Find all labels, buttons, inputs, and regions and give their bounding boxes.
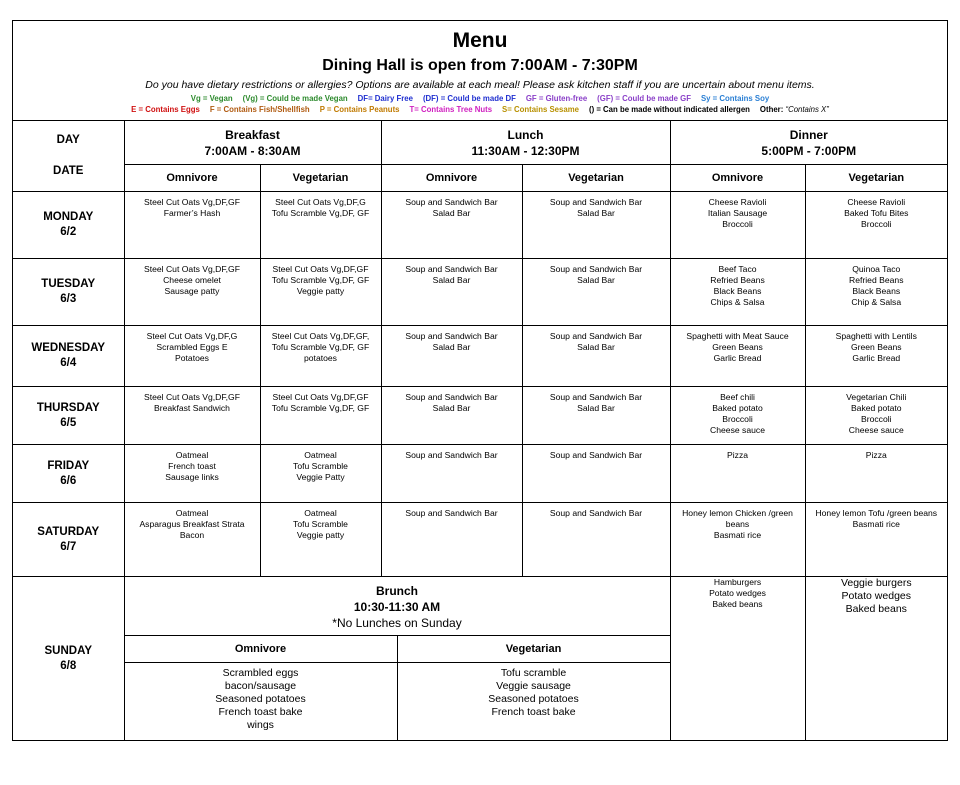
brunch-table: [125, 577, 670, 741]
day-name: THURSDAY: [36, 401, 100, 414]
breakfast-omni-cell: [124, 326, 260, 387]
menu-item: Soup and Sandwich Bar: [549, 264, 643, 274]
lunch-omni-cell: [381, 387, 522, 445]
dinner-veg-cell: [805, 503, 947, 577]
menu-item: Asparagus Breakfast Strata: [139, 519, 245, 529]
menu-item: Italian Sausage: [707, 208, 768, 218]
menu-item: Cheese Ravioli: [847, 197, 906, 207]
allergen-legend-row-2: [13, 105, 947, 114]
lunch-veg-cell: [522, 326, 670, 387]
dinner-omni-cell: [670, 387, 805, 445]
breakfast-veg-cell: [260, 503, 381, 577]
lunch-veg-cell: [522, 503, 670, 577]
legend-item: F = Contains Fish/Shellfish: [209, 105, 310, 114]
menu-item: French toast bake: [218, 706, 303, 718]
page-title: Menu: [452, 29, 508, 52]
menu-item: Pizza: [727, 450, 749, 460]
menu-item: Refried Beans: [710, 275, 765, 285]
menu-item: Steel Cut Oats Vg,DF,GF: [272, 392, 369, 402]
date-label: DATE: [53, 165, 84, 177]
day-row: [13, 192, 947, 259]
menu-item: Tofu Scramble Vg,DF, GF: [271, 342, 370, 352]
menu-item: Spaghetti with Lentils: [835, 331, 917, 341]
menu-item: Oatmeal: [175, 508, 209, 518]
menu-item: wings: [247, 719, 274, 731]
menu-item: Soup and Sandwich Bar: [405, 331, 498, 341]
brunch-vegetarian-items: [397, 663, 670, 742]
breakfast-veg-cell: [260, 326, 381, 387]
legend-item: (GF) = Could be made GF: [597, 94, 691, 103]
menu-item: Baked potato: [712, 403, 763, 413]
lunch-vegetarian-header: Vegetarian: [522, 165, 670, 192]
menu-item: Salad Bar: [577, 342, 615, 352]
menu-item: Veggie sausage: [496, 680, 571, 692]
day-name: MONDAY: [43, 211, 94, 223]
day-cell: [13, 387, 124, 445]
brunch-time: 10:30-11:30 AM: [353, 600, 441, 614]
menu-item: Steel Cut Oats Vg,DF,GF: [272, 264, 369, 274]
legend-item: Vg = Vegan: [190, 94, 233, 103]
day-date: 6/8: [60, 660, 77, 672]
day-date: 6/6: [60, 474, 77, 487]
dinner-name: Dinner: [789, 127, 828, 142]
menu-item: Black Beans: [713, 286, 762, 296]
menu-item: Soup and Sandwich Bar: [549, 450, 643, 460]
lunch-header: [381, 121, 670, 165]
legend-item: DF= Dairy Free: [357, 94, 413, 103]
brunch-section: [124, 577, 670, 742]
day-row: [13, 445, 947, 503]
legend-item: Sy = Contains Soy: [700, 94, 770, 103]
menu-item: Sausage patty: [164, 286, 220, 296]
menu-item: Pizza: [865, 450, 887, 460]
lunch-veg-cell: [522, 259, 670, 326]
menu-item: Steel Cut Oats Vg,DF,GF: [144, 264, 240, 274]
menu-item: beans: [725, 519, 750, 529]
menu-item: Cheese sauce: [710, 425, 765, 435]
legend-item: S= Contains Sesame: [502, 105, 579, 114]
menu-item: Broccoli: [722, 219, 753, 229]
legend-other-value: “Contains X”: [785, 105, 829, 114]
breakfast-omni-cell: [124, 387, 260, 445]
menu-item: Potatoes: [175, 353, 209, 363]
menu-item: Soup and Sandwich Bar: [549, 331, 643, 341]
menu-item: Breakfast Sandwich: [154, 403, 230, 413]
menu-item: potatoes: [304, 353, 337, 363]
day-cell: [13, 192, 124, 259]
menu-item: Oatmeal: [175, 450, 209, 460]
lunch-time: 11:30AM - 12:30PM: [471, 143, 580, 158]
menu-item: French toast bake: [491, 706, 576, 718]
menu-item: Basmati rice: [852, 519, 900, 529]
menu-item: Scrambled Eggs E: [156, 342, 228, 352]
breakfast-omni-cell: [124, 503, 260, 577]
menu-item: Garlic Bread: [852, 353, 901, 363]
day-cell: [13, 503, 124, 577]
menu-item: Vegetarian Chili: [846, 392, 907, 402]
breakfast-vegetarian-header: Vegetarian: [260, 165, 381, 192]
brunch-omnivore-header: Omnivore: [125, 636, 398, 663]
menu-item: Tofu Scramble Vg,DF, GF: [271, 403, 370, 413]
menu-item: Baked potato: [850, 403, 902, 413]
menu-item: Honey lemon Chicken /green: [682, 508, 793, 518]
menu-item: Scrambled eggs: [222, 667, 299, 679]
legend-item: GF = Gluten-free: [525, 94, 588, 103]
brunch-name: Brunch: [376, 584, 418, 598]
menu-item: Steel Cut Oats Vg,DF,G: [146, 331, 238, 341]
menu-item: Chip & Salsa: [851, 297, 902, 307]
lunch-veg-cell: [522, 387, 670, 445]
menu-item: Quinoa Taco: [852, 264, 901, 274]
menu-item: Hamburgers: [713, 577, 762, 587]
menu-item: Veggie patty: [296, 286, 345, 296]
day-cell: [13, 259, 124, 326]
menu-item: Honey lemon Tofu /green beans: [815, 508, 938, 518]
menu-item: Baked beans: [712, 599, 763, 609]
menu-item: Soup and Sandwich Bar: [549, 197, 643, 207]
menu-item: Salad Bar: [432, 403, 471, 413]
day-name: SATURDAY: [37, 525, 100, 538]
menu-item: Soup and Sandwich Bar: [549, 508, 643, 518]
menu-item: Potato wedges: [709, 588, 766, 598]
legend-item: P = Contains Peanuts: [319, 105, 400, 114]
menu-item: Spaghetti with Meat Sauce: [686, 331, 789, 341]
menu-item: Tofu Scramble Vg,DF, GF: [271, 275, 370, 285]
day-row: [13, 326, 947, 387]
day-cell: [13, 326, 124, 387]
menu-item: Steel Cut Oats Vg,DF,GF,: [271, 331, 370, 341]
menu-item: Soup and Sandwich Bar: [549, 392, 643, 402]
menu-item: Broccoli: [860, 414, 892, 424]
menu-item: French toast: [168, 461, 216, 471]
menu-item: Salad Bar: [577, 403, 615, 413]
breakfast-header: [124, 121, 381, 165]
breakfast-omni-cell: [124, 259, 260, 326]
menu-item: Potato wedges: [841, 590, 911, 602]
day-row: [13, 503, 947, 577]
dietary-question: Do you have dietary restrictions or allergies? Options are available at each meal! Please ask kitchen staff if you are uncertain about menu items.: [145, 79, 815, 91]
menu-item: Veggie burgers: [840, 577, 912, 589]
dining-hours: Dining Hall is open from 7:00AM - 7:30PM: [322, 57, 638, 74]
day-name: FRIDAY: [47, 459, 90, 472]
day-row: [13, 259, 947, 326]
breakfast-time: 7:00AM - 8:30AM: [204, 143, 301, 158]
menu-item: Baked Tofu Bites: [844, 208, 909, 218]
dinner-vegetarian-header: Vegetarian: [805, 165, 947, 192]
dinner-veg-cell: [805, 445, 947, 503]
day-cell-sunday: [13, 577, 124, 742]
menu-table: [13, 120, 947, 741]
menu-item: Veggie patty: [296, 530, 345, 540]
lunch-veg-cell: [522, 445, 670, 503]
lunch-omni-cell: [381, 503, 522, 577]
menu-item: Soup and Sandwich Bar: [405, 197, 498, 207]
menu-item: Veggie Patty: [296, 472, 345, 482]
menu-item: Broccoli: [722, 414, 753, 424]
menu-item: Seasoned potatoes: [215, 693, 306, 705]
menu-item: Salad Bar: [577, 208, 615, 218]
day-name: WEDNESDAY: [31, 342, 106, 354]
day-label: DAY: [56, 134, 80, 146]
day-date: 6/7: [60, 540, 77, 553]
breakfast-veg-cell: [260, 192, 381, 259]
menu-item: Green Beans: [850, 342, 902, 352]
menu-item: Sausage links: [165, 472, 219, 482]
breakfast-name: Breakfast: [225, 127, 280, 142]
sunday-dinner-omnivore: [670, 577, 805, 742]
day-name: SUNDAY: [44, 645, 92, 657]
menu-item: bacon/sausage: [224, 680, 297, 692]
menu-item: Soup and Sandwich Bar: [405, 392, 498, 402]
legend-item: E = Contains Eggs: [131, 105, 200, 114]
dinner-omni-cell: [670, 503, 805, 577]
legend-item: T= Contains Tree Nuts: [409, 105, 493, 114]
menu-item: Steel Cut Oats Vg,DF,GF: [144, 392, 240, 402]
menu-item: Beef Taco: [718, 264, 757, 274]
brunch-note: *No Lunches on Sunday: [332, 616, 462, 630]
dinner-omni-cell: [670, 326, 805, 387]
menu-item: Beef chili: [720, 392, 755, 402]
menu-item: Soup and Sandwich Bar: [405, 264, 498, 274]
dinner-omni-cell: [670, 192, 805, 259]
breakfast-veg-cell: [260, 445, 381, 503]
day-row: [13, 387, 947, 445]
menu-item: Salad Bar: [577, 275, 615, 285]
day-date: 6/5: [60, 416, 77, 429]
breakfast-veg-cell: [260, 387, 381, 445]
dinner-omnivore-header: Omnivore: [670, 165, 805, 192]
breakfast-veg-cell: [260, 259, 381, 326]
lunch-name: Lunch: [507, 127, 544, 142]
sunday-dinner-vegetarian: [805, 577, 947, 742]
menu-item: Tofu Scramble: [293, 519, 348, 529]
menu-item: Oatmeal: [304, 450, 337, 460]
menu-item: Oatmeal: [304, 508, 337, 518]
lunch-omni-cell: [381, 192, 522, 259]
legend-other-label: Other:: [759, 105, 786, 114]
brunch-vegetarian-header: Vegetarian: [397, 636, 670, 663]
menu-item: Soup and Sandwich Bar: [405, 508, 498, 518]
allergen-legend-row-1: [13, 94, 947, 103]
day-date: 6/3: [60, 293, 77, 305]
lunch-omni-cell: [381, 326, 522, 387]
menu-item: Steel Cut Oats Vg,DF,GF: [144, 197, 240, 207]
day-rows: [13, 192, 947, 577]
dinner-veg-cell: [805, 326, 947, 387]
legend-item: (DF) = Could be made DF: [422, 94, 516, 103]
menu-item: Refried Beans: [849, 275, 904, 285]
lunch-omnivore-header: Omnivore: [381, 165, 522, 192]
menu-item: Garlic Bread: [713, 353, 762, 363]
dinner-veg-cell: [805, 192, 947, 259]
menu-item: Broccoli: [860, 219, 892, 229]
menu-item: Cheese omelet: [163, 275, 221, 285]
dinner-veg-cell: [805, 387, 947, 445]
dinner-omni-cell: [670, 445, 805, 503]
lunch-omni-cell: [381, 259, 522, 326]
menu-item: Tofu scramble: [500, 667, 567, 679]
menu-item: Salad Bar: [432, 342, 471, 352]
menu-item: Salad Bar: [432, 208, 471, 218]
breakfast-omni-cell: [124, 445, 260, 503]
breakfast-omnivore-header: Omnivore: [124, 165, 260, 192]
menu-item: Green Beans: [712, 342, 763, 352]
menu-item: Cheese Ravioli: [708, 197, 767, 207]
legend-other: [760, 105, 829, 114]
lunch-omni-cell: [381, 445, 522, 503]
menu-item: Baked beans: [845, 603, 907, 615]
menu-frame: [12, 20, 948, 741]
menu-item: Seasoned potatoes: [488, 693, 579, 705]
menu-item: Steel Cut Oats Vg,DF,G: [275, 197, 366, 207]
menu-item: Soup and Sandwich Bar: [405, 450, 498, 460]
day-date: 6/2: [60, 226, 77, 238]
menu-item: Tofu Scramble Vg,DF, GF: [271, 208, 370, 218]
breakfast-omni-cell: [124, 192, 260, 259]
menu-header: [13, 21, 947, 121]
menu-item: Farmer’s Hash: [163, 208, 221, 218]
menu-item: Bacon: [179, 530, 205, 540]
dinner-header: [670, 121, 947, 165]
day-name: TUESDAY: [41, 278, 96, 290]
legend-item: (Vg) = Could be made Vegan: [242, 94, 348, 103]
menu-item: Cheese sauce: [848, 425, 904, 435]
day-date: 6/4: [60, 357, 77, 369]
lunch-veg-cell: [522, 192, 670, 259]
dinner-omni-cell: [670, 259, 805, 326]
day-date-header: [13, 121, 124, 192]
menu-item: Black Beans: [852, 286, 901, 296]
menu-item: Chips & Salsa: [710, 297, 765, 307]
day-cell: [13, 445, 124, 503]
menu-item: Tofu Scramble: [293, 461, 348, 471]
menu-item: Salad Bar: [432, 275, 471, 285]
dinner-time: 5:00PM - 7:00PM: [761, 143, 857, 158]
dinner-veg-cell: [805, 259, 947, 326]
legend-item: () = Can be made without indicated allergen: [588, 105, 750, 114]
brunch-omnivore-items: [125, 663, 398, 742]
menu-item: Basmati rice: [713, 530, 762, 540]
